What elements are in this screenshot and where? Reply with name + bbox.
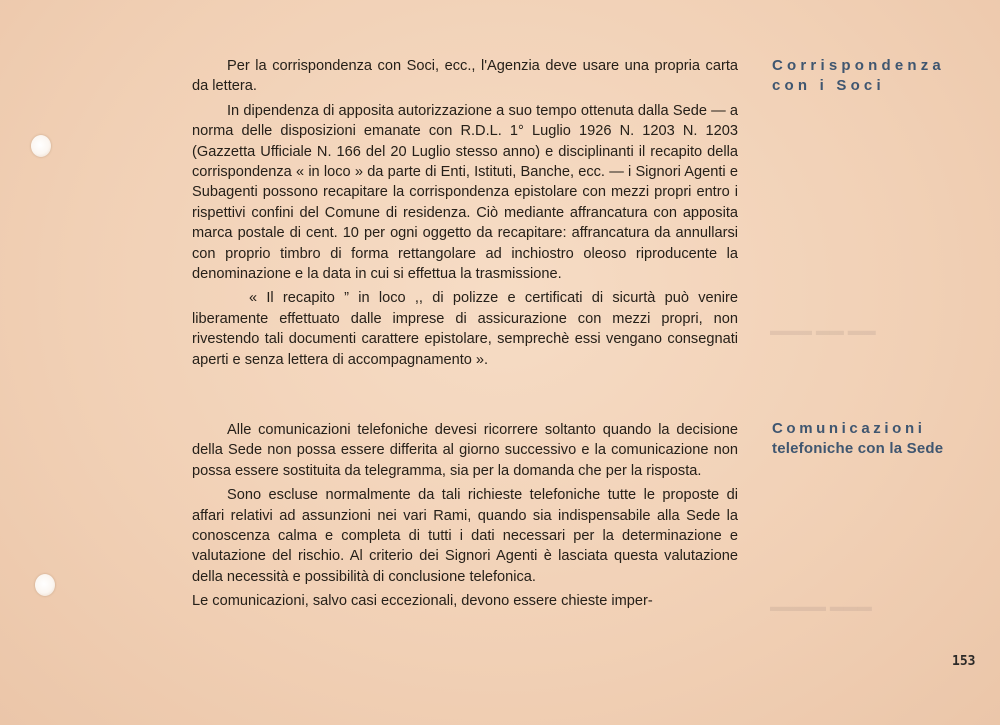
paragraph: Alle comunicazioni telefoniche devesi ricorrere soltanto quando la decisione della Sede non possa essere differita al giorno successivo e la comunicazione non possa essere sostituita da telegramma, sia per la domanda che per la risposta.	[192, 422, 738, 479]
side-heading-line: Comunicazioni	[772, 420, 926, 437]
side-heading-line: Corrispondenza	[772, 57, 945, 74]
side-heading-line: telefoniche con la Sede	[772, 440, 944, 457]
side-heading-telephone	[772, 419, 982, 459]
section-telephone	[192, 420, 738, 612]
punch-hole-bottom	[35, 574, 55, 596]
page-number: 153	[952, 654, 976, 669]
punch-hole-top	[31, 135, 51, 157]
bleed-through-mark: ▬▬▬ ▬▬ ▬▬	[770, 322, 876, 338]
paragraph: In dipendenza di apposita autorizzazione a suo tempo ottenuta dalla Sede — a norma delle disposizioni emanate con R.D.L. 1° Luglio 1926 N. 1203 N. 1203 (Gazzetta Ufficiale N. 166 del 20 Luglio stesso anno) e disciplinanti il recapito della corrispondenza « in loco » da parte di Enti, Istituti, Banche, ecc. — i Signori Agenti e Subagenti possono recapitare la corrispondenza epistolare con mezzi propri entro i rispettivi confini del Comune di residenza. Ciò mediante affrancatura con apposita marca postale di cent. 10 per ogni oggetto da recapitare: affrancatura da annullarsi con proprio timbro di forma rettangolare ad inchiostro oleoso riproducente la denominazione e la data in cui si effettua la trasmissione.	[192, 102, 738, 283]
paragraph: Per la corrispondenza con Soci, ecc., l'Agenzia deve usare una propria carta da lettera.	[192, 58, 738, 95]
quoted-paragraph: « Il recapito ” in loco ,, di polizze e certificati di sicurtà può venire liberamente effettuato dalle imprese di assicurazione con mezzi propri, non rivestendo tali documenti carattere epistolare, semprechè essi vengano consegnati aperti e senza lettera di accompagnamento ».	[192, 290, 738, 368]
paragraph: Sono escluse normalmente da tali richieste telefoniche tutte le proposte di affari relativi ad assunzioni nei vari Rami, quando sia indispensabile alla Sede la conoscenza calma e completa di tutti i dati necessari per la determinazione e valutazione del rischio. Al criterio dei Signori Agenti è lasciata questa valutazione della necessità e possibilità di conclusione telefonica.	[192, 487, 738, 585]
side-heading-line: con i Soci	[772, 77, 885, 94]
bleed-through-mark: ▬▬▬▬ ▬▬▬	[770, 598, 872, 614]
paragraph: Le comunicazioni, salvo casi eccezionali, devono essere chieste imper-	[192, 593, 653, 610]
section-correspondence	[192, 56, 738, 374]
side-heading-correspondence	[772, 56, 982, 96]
